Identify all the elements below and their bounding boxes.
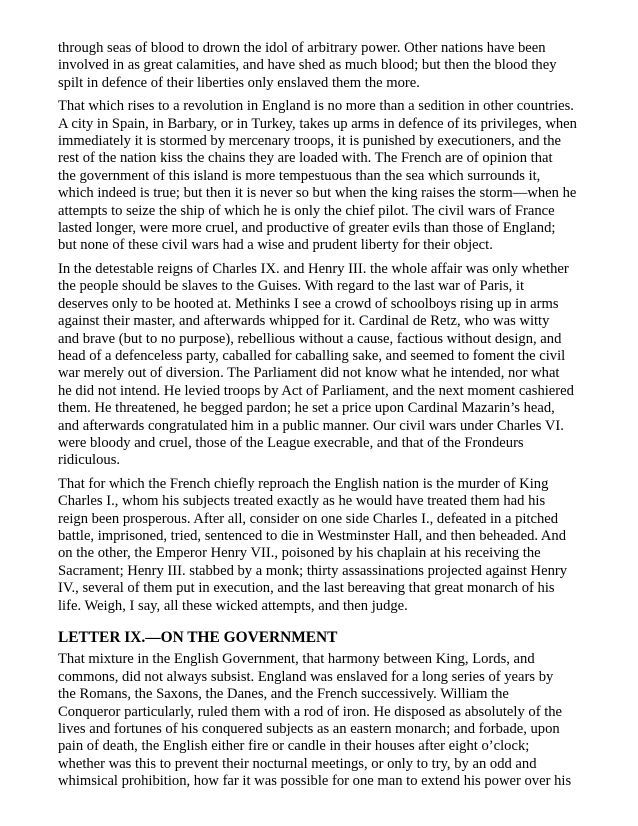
text-line: commons, did not always subsist. England was enslaved for a long series of years by [58, 668, 554, 685]
text-line: which indeed is true; but then it is never so but when the king raises the storm—when he [58, 185, 577, 202]
text-line: on the other, the Emperor Henry VII., poisoned by his chaplain at his receiving the [58, 545, 541, 562]
text-line: life. Weigh, I say, all these wicked attempts, and then judge. [58, 597, 408, 614]
document-page [58, 40, 586, 797]
paragraph-blood-conclusion [58, 40, 586, 92]
text-line: lives and fortunes of his conquered subjects as an eastern monarch; and forbade, upon [58, 721, 560, 738]
text-line: and brave (but to no purpose), rebellious without a cause, factious without design, and [58, 330, 562, 347]
paragraph-charles-i [58, 476, 586, 615]
text-line: In the detestable reigns of Charles IX. and Henry III. the whole affair was only whether [58, 260, 569, 277]
text-line: against their master, and afterwards whipped for it. Cardinal de Retz, who was witty [58, 313, 550, 330]
text-line: whether was this to prevent their nocturnal meetings, or only to try, by an odd and [58, 755, 537, 772]
text-line: That for which the French chiefly reproach the English nation is the murder of King [58, 475, 549, 492]
text-line: deserves only to be hooted at. Methinks I see a crowd of schoolboys rising up in arms [58, 295, 559, 312]
text-line: were bloody and cruel, those of the League execrable, and that of the Frondeurs [58, 434, 524, 451]
text-line: immediately it is stormed by mercenary troops, it is punished by executioners, and the [58, 133, 561, 150]
text-line: lasted longer, were more cruel, and productive of greater evils than those of England; [58, 220, 556, 237]
text-line: whimsical prohibition, how far it was possible for one man to extend his power over his [58, 773, 572, 790]
text-line: them. He threatened, he begged pardon; he set a price upon Cardinal Mazarin’s head, [58, 400, 555, 417]
chapter-heading: LETTER IX.—ON THE GOVERNMENT [58, 629, 338, 646]
text-line: That mixture in the English Government, that harmony between King, Lords, and [58, 651, 535, 668]
text-line: war merely out of diversion. The Parliament did not know what he intended, nor what [58, 365, 560, 382]
text-line: battle, imprisoned, tried, sentenced to die in Westminster Hall, and then beheaded. And [58, 527, 566, 544]
text-line: but none of these civil wars had a wise and prudent liberty for their object. [58, 237, 493, 254]
text-line: the government of this island is more tempestuous than the sea which surrounds it, [58, 167, 541, 184]
paragraph-revolution [58, 98, 586, 255]
text-line: ridiculous. [58, 452, 121, 469]
text-line: Charles I., whom his subjects treated exactly as he would have treated them had his [58, 493, 546, 510]
text-line: Sacrament; Henry III. stabbed by a monk; thirty assassinations projected against Henry [58, 562, 568, 579]
text-line: head of a defenceless party, caballed for caballing sake, and seemed to foment the civil [58, 347, 566, 364]
text-line: pain of death, the English either fire or candle in their houses after eight o’clock; [58, 738, 530, 755]
text-line: he did not intend. He levied troops by Act of Parliament, and the next moment cashiered [58, 382, 574, 399]
text-line: rest of the nation kiss the chains they are loaded with. The French are of opinion that [58, 150, 553, 167]
text-line: Conqueror particularly, ruled them with a rod of iron. He disposed as absolutely of the [58, 703, 563, 720]
text-line: That which rises to a revolution in England is no more than a sedition in other countries. [58, 98, 574, 115]
paragraph-government [58, 651, 586, 790]
text-line: IV., several of them put in execution, and the last bereaving that great monarch of his [58, 580, 555, 597]
text-line: through seas of blood to drown the idol of arbitrary power. Other nations have been [58, 40, 546, 56]
text-line: spilt in defence of their liberties only enslaved them the more. [58, 74, 420, 91]
paragraph-charles-ix [58, 261, 586, 470]
text-line: reign been prosperous. After all, consider on one side Charles I., defeated in a pitched [58, 510, 559, 527]
text-line: the people should be slaves to the Guises. With regard to the last war of Paris, it [58, 278, 525, 295]
text-line: attempts to seize the ship of which he is only the chief pilot. The civil wars of France [58, 202, 555, 219]
text-line: and afterwards congratulated him in a public manner. Our civil wars under Charles VI. [58, 417, 564, 434]
text-line: A city in Spain, in Barbary, or in Turkey, takes up arms in defence of its privileges, when [58, 115, 577, 132]
text-line: involved in as great calamities, and have shed as much blood; but then the blood they [58, 57, 557, 74]
text-line: the Romans, the Saxons, the Danes, and the French successively. William the [58, 686, 509, 703]
